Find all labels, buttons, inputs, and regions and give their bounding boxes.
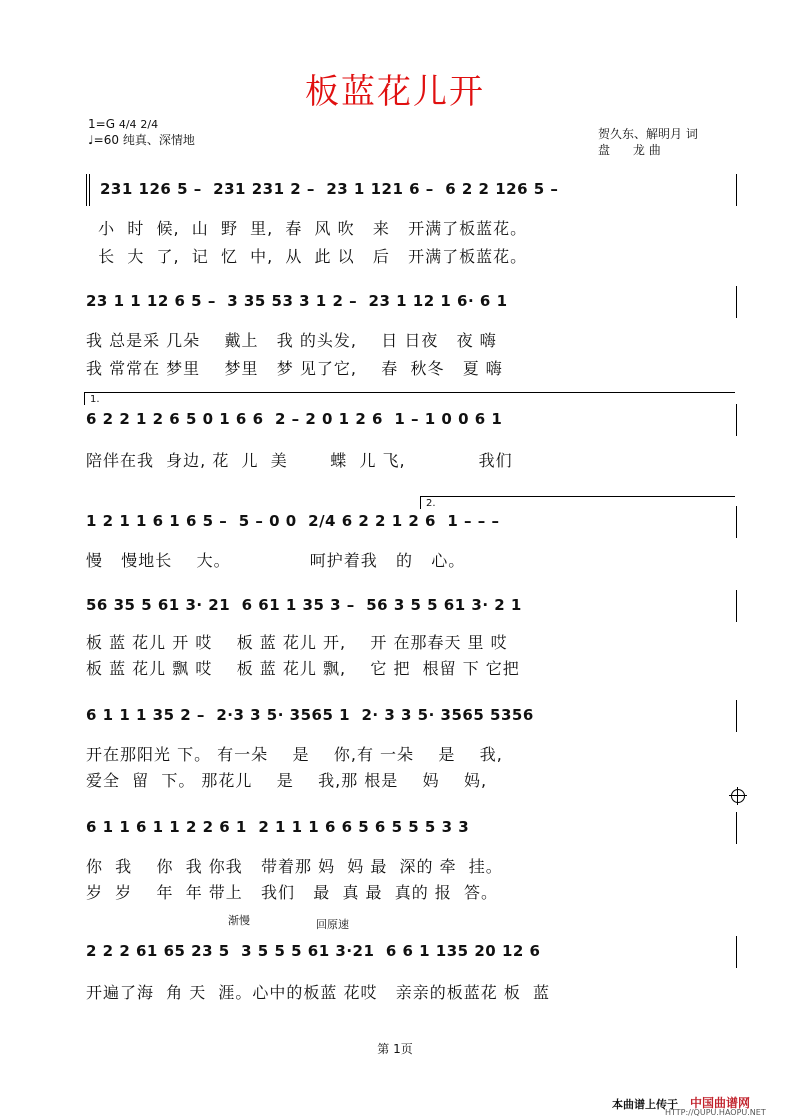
coda-sign-icon <box>731 789 745 803</box>
tempo-mark-slowing: 渐慢 <box>228 914 250 927</box>
barline <box>736 404 737 436</box>
score-row-1-notes: 231 126 5 – 231 231 2 – 23 1 121 6 – 6 2 2 126 5 – <box>100 180 559 198</box>
expression-mark: 纯真、深情地 <box>122 133 195 147</box>
barline <box>736 936 737 968</box>
score-row-8-notes: 2 2 2 61 65 23 5 3 5 5 5 61 3·21 6 6 1 135 20 12 6 <box>86 942 541 960</box>
upload-note: 本曲谱上传于 <box>612 1098 678 1111</box>
score-row-4-notes: 1 2 1 1 6 1 6 5 – 5 – 0 0 2/4 6 2 2 1 2 6 1 – – – <box>86 512 500 530</box>
volta-2-label: 2. <box>426 498 436 509</box>
lyricist-credit: 贺久东、解明月 词 <box>598 127 698 141</box>
volta-1-label: 1. <box>90 394 100 405</box>
volta-bracket-2 <box>420 496 735 509</box>
score-row-7-lyrics-2: 岁 岁 年 年 带上 我们 最 真 最 真的 报 答。 <box>86 883 498 902</box>
credits-block <box>598 126 698 158</box>
tempo-value: =60 <box>93 133 119 147</box>
score-row-8-lyrics-1: 开遍了海 角 天 涯。心中的板蓝 花哎 亲亲的板蓝花 板 蓝 <box>86 983 551 1002</box>
barline <box>736 812 737 844</box>
volta-bracket-1 <box>84 392 735 405</box>
score-row-6-lyrics-2: 爱全 留 下。 那花儿 是 我,那 根是 妈 妈, <box>86 771 488 790</box>
key-signature: 1=G <box>88 117 115 131</box>
site-logo[interactable]: 中国曲谱网 <box>690 1096 751 1110</box>
time-signature-4-4: 4/4 <box>118 117 137 131</box>
site-url[interactable]: HTTP://QUPU.HAOPU.NET <box>665 1108 766 1117</box>
score-row-6-lyrics-1: 开在那阳光 下。 有一朵 是 你,有 一朵 是 我, <box>86 745 503 764</box>
score-row-2-lyrics-1: 我 总是采 几朵 戴上 我 的头发, 日 日夜 夜 嗨 <box>86 331 497 350</box>
key-and-tempo-block <box>88 116 195 148</box>
repeat-start-barline <box>86 174 96 206</box>
barline <box>736 506 737 538</box>
barline <box>736 174 737 206</box>
score-row-4-lyrics-1: 慢 慢地长 大。 呵护着我 的 心。 <box>86 551 466 570</box>
page-number: 第 1页 <box>377 1042 413 1056</box>
composer-credit: 盘 龙 曲 <box>598 143 661 157</box>
score-row-5-notes: 56 35 5 61 3· 21 6 61 1 35 3 – 56 3 5 5 61 3· 2 1 <box>86 596 522 614</box>
score-row-5-lyrics-1: 板 蓝 花儿 开 哎 板 蓝 花儿 开, 开 在那春天 里 哎 <box>86 633 508 652</box>
page-title: 板蓝花儿开 <box>305 72 485 112</box>
score-row-3-lyrics-1: 陪伴在我 身边, 花 儿 美 蝶 儿 飞, 我们 <box>86 451 513 470</box>
score-row-5-lyrics-2: 板 蓝 花儿 飘 哎 板 蓝 花儿 飘, 它 把 根留 下 它把 <box>86 659 520 678</box>
time-signature-2-4: 2/4 <box>140 117 159 131</box>
score-row-1-lyrics-2: 长 大 了, 记 忆 中, 从 此 以 后 开满了板蓝花。 <box>86 247 528 266</box>
quarter-note-icon: ♩ <box>88 133 94 147</box>
barline <box>736 590 737 622</box>
score-row-7-notes: 6 1 1 6 1 1 2 2 6 1 2 1 1 1 6 6 5 6 5 5 5 3 3 <box>86 818 470 836</box>
score-row-6-notes: 6 1 1 1 35 2 – 2·3 3 5· 3565 1 2· 3 3 5· 3565 5356 <box>86 706 534 724</box>
score-row-2-notes: 23 1 1 12 6 5 – 3 35 53 3 1 2 – 23 1 12 1 6· 6 1 <box>86 292 508 310</box>
score-row-2-lyrics-2: 我 常常在 梦里 梦里 梦 见了它, 春 秋冬 夏 嗨 <box>86 359 503 378</box>
barline <box>736 286 737 318</box>
score-row-3-notes: 6 2 2 1 2 6 5 0 1 6 6 2 – 2 0 1 2 6 1 – 1 0 0 6 1 <box>86 410 503 428</box>
barline <box>736 700 737 732</box>
tempo-mark-resume: 回原速 <box>316 918 349 931</box>
score-row-7-lyrics-1: 你 我 你 我 你我 带着那 妈 妈 最 深的 牵 挂。 <box>86 857 503 876</box>
score-row-1-lyrics-1: 小 时 候, 山 野 里, 春 风 吹 来 开满了板蓝花。 <box>86 219 528 238</box>
